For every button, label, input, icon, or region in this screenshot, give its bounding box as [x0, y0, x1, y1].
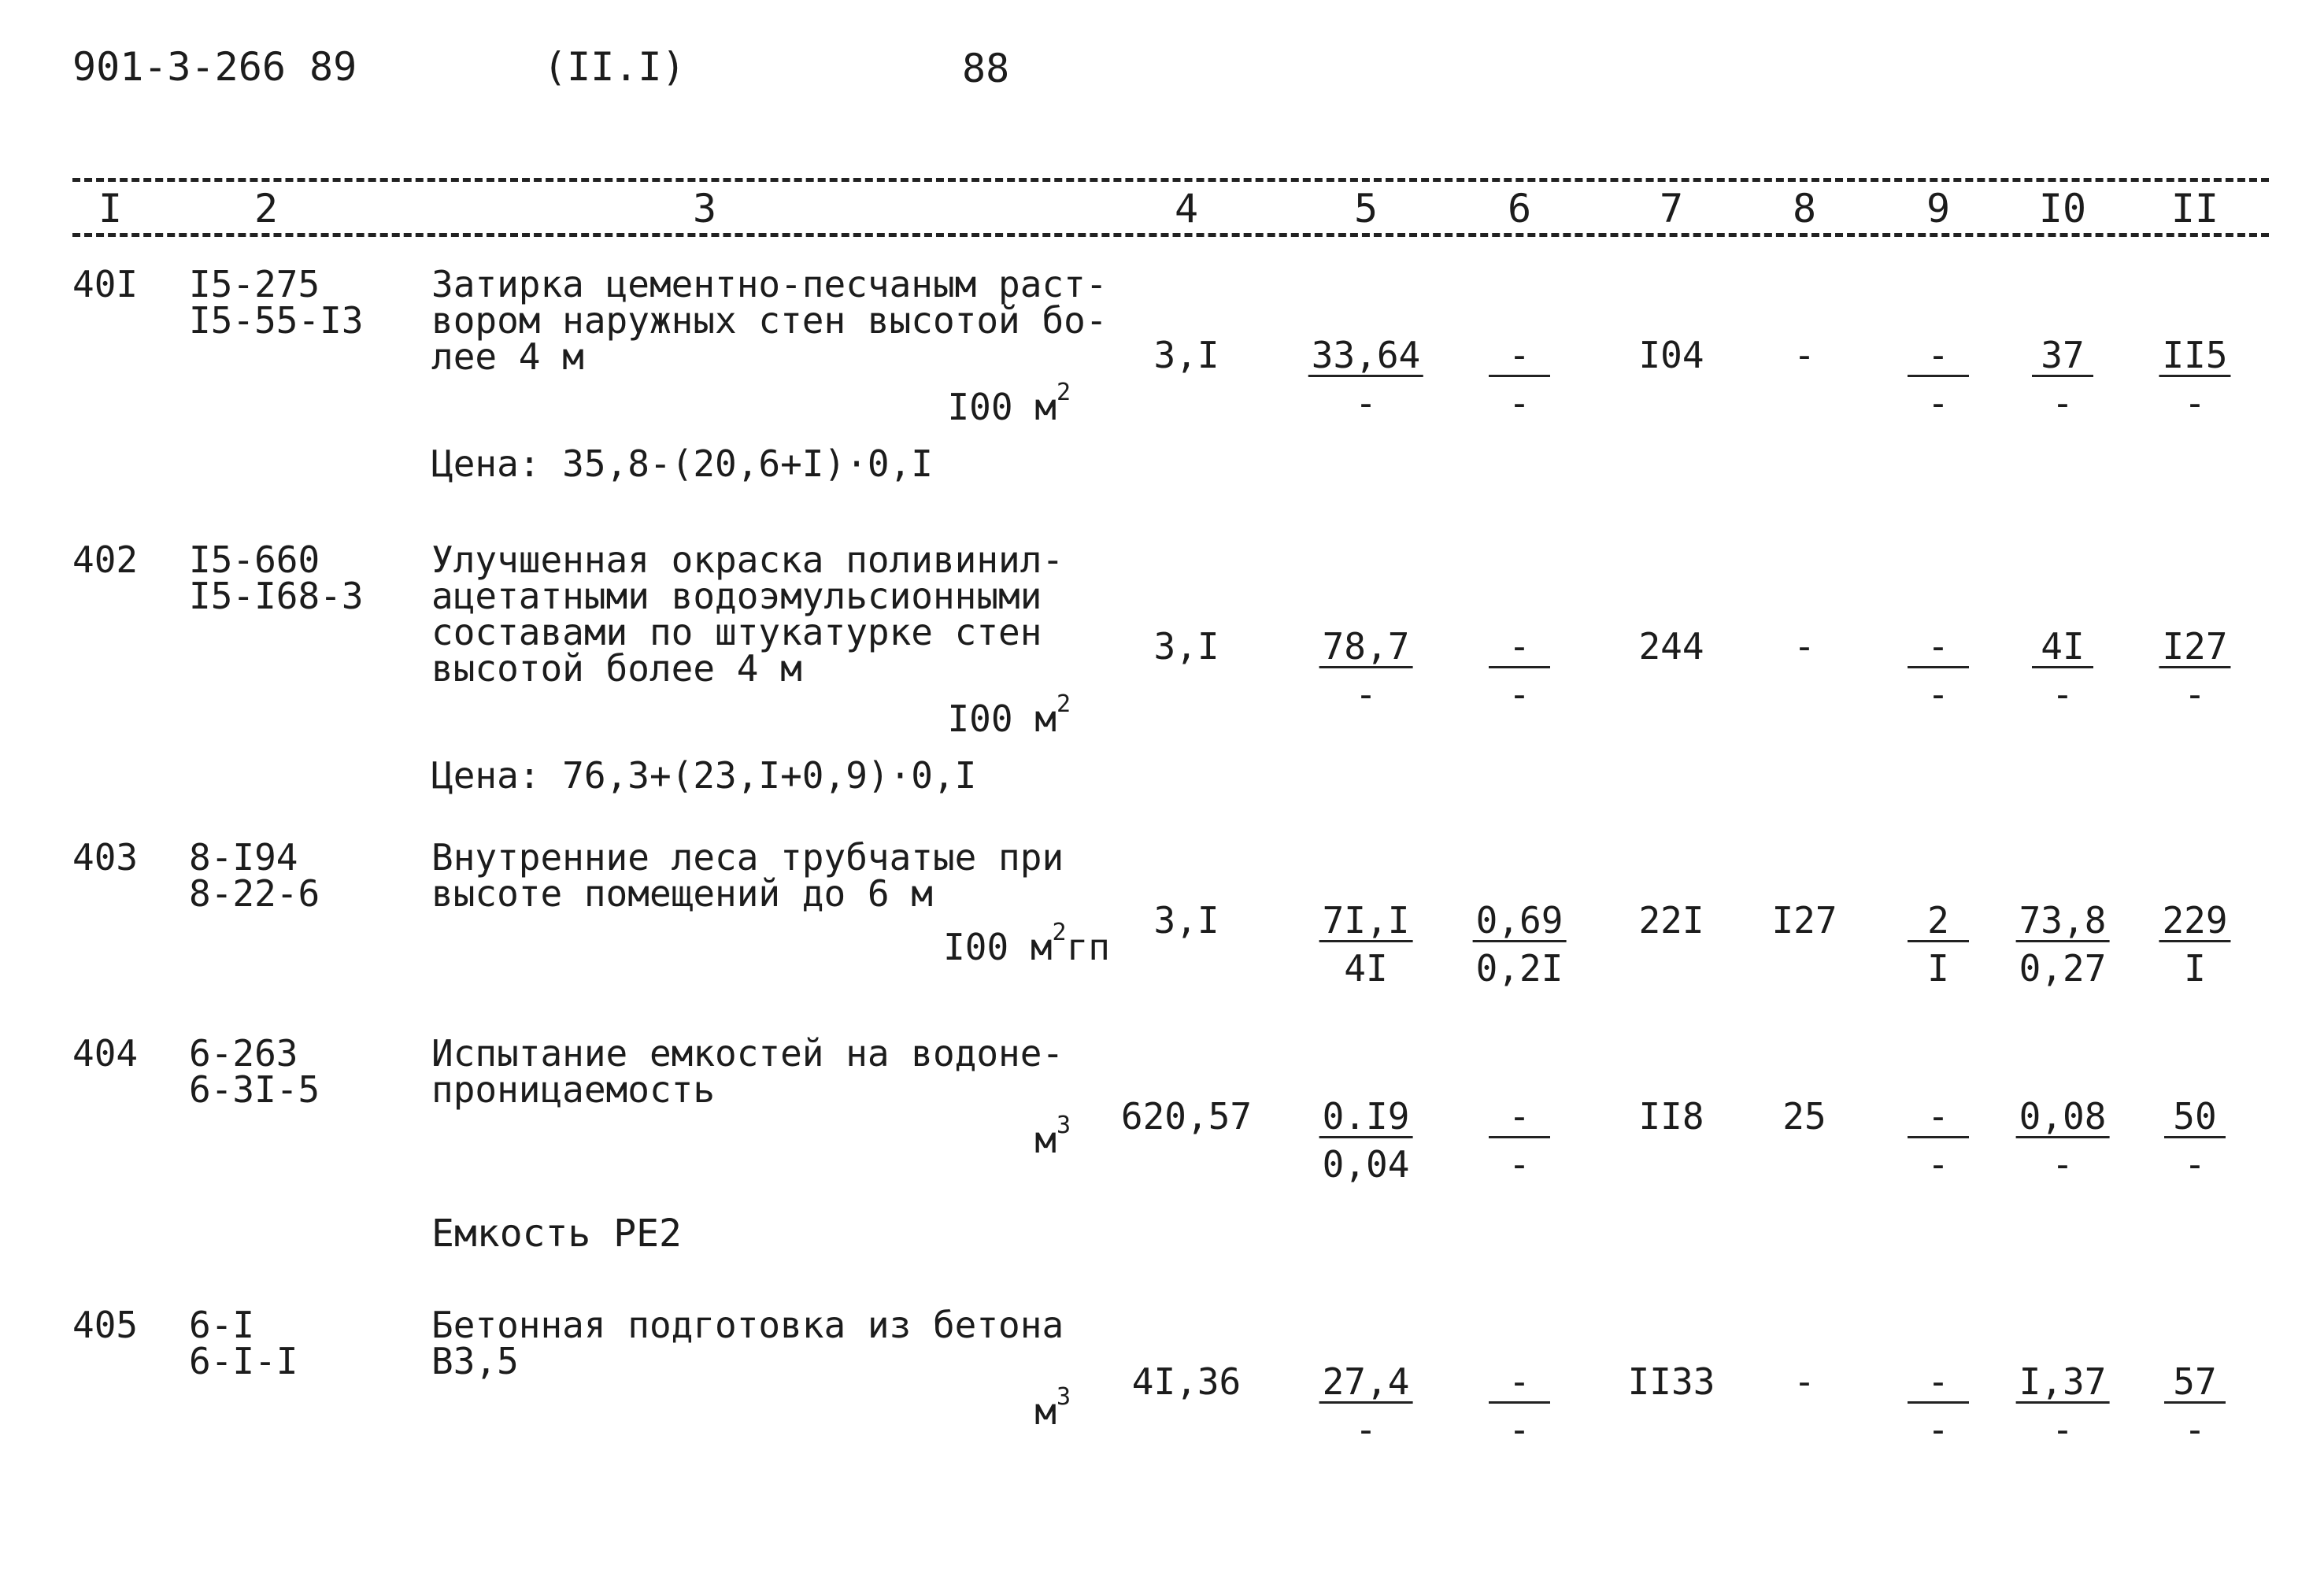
fraction-c10	[2016, 1360, 2110, 1451]
fraction-denominator: -	[1355, 673, 1377, 716]
work-description-line: лее 4 м	[431, 335, 584, 378]
column-header: 7	[1659, 186, 1684, 231]
work-description-line: Внутренние леса трубчатые при	[431, 836, 1064, 879]
unit-base: м	[1034, 1119, 1057, 1161]
norm-code: 6-I	[189, 1304, 255, 1346]
work-description-line: Испытание емкостей на водоне-	[431, 1032, 1064, 1075]
fraction-c9	[1908, 899, 1969, 990]
value-c8: -	[1793, 625, 1815, 668]
work-description-line: ацетатными водоэмульсионными	[431, 575, 1042, 617]
value-c4: 620,57	[1120, 1095, 1253, 1138]
fraction-numerator: -	[1489, 1098, 1550, 1138]
document-code: 901-3-266 89	[72, 44, 357, 90]
fraction-denominator: -	[2184, 382, 2206, 424]
unit-of-measure	[947, 690, 1071, 740]
fraction-c10	[2016, 1095, 2110, 1186]
work-description-line: Бетонная подготовка из бетона	[431, 1304, 1064, 1346]
value-c4: 3,I	[1153, 899, 1219, 942]
column-header: I	[98, 186, 123, 231]
fraction-numerator: 229	[2159, 902, 2230, 942]
fraction-numerator: 78,7	[1319, 628, 1413, 668]
unit-base: м	[1034, 1390, 1057, 1433]
fraction-numerator: I27	[2159, 628, 2230, 668]
unit-exponent: 2	[1052, 919, 1067, 946]
fraction-c10	[2032, 334, 2093, 424]
norm-code: 8-22-6	[189, 872, 320, 915]
row-number: 404	[72, 1032, 139, 1075]
section-code: (II.I)	[543, 44, 686, 90]
fraction-c5	[1319, 625, 1413, 716]
fraction-numerator: 0,08	[2016, 1098, 2110, 1138]
fraction-denominator: -	[1927, 382, 1949, 424]
fraction-numerator: 50	[2164, 1098, 2226, 1138]
column-header: 8	[1792, 186, 1817, 231]
fraction-denominator: -	[2052, 673, 2074, 716]
column-header: 5	[1353, 186, 1378, 231]
fraction-c6	[1489, 334, 1550, 424]
unit-base: I00 м	[943, 926, 1053, 968]
unit-of-measure	[1034, 1112, 1071, 1161]
unit-exponent: 3	[1056, 1383, 1071, 1411]
fraction-numerator: 4I	[2032, 628, 2093, 668]
fraction-numerator: -	[1908, 1364, 1969, 1404]
fraction-c6	[1489, 625, 1550, 716]
table-top-rule	[72, 178, 2269, 182]
value-c4: 3,I	[1153, 625, 1219, 668]
fraction-numerator: 37	[2032, 337, 2093, 377]
fraction-c9	[1908, 625, 1969, 716]
fraction-denominator: 0,27	[2019, 947, 2107, 990]
fraction-denominator: I	[2184, 947, 2206, 990]
value-c8: -	[1793, 1360, 1815, 1403]
fraction-denominator: 4I	[1344, 947, 1388, 990]
column-header: I0	[2038, 186, 2087, 231]
fraction-numerator: -	[1489, 628, 1550, 668]
table-header-rule	[72, 233, 2269, 237]
fraction-c9	[1908, 1095, 1969, 1186]
fraction-c11	[2159, 334, 2230, 424]
value-c7: II33	[1627, 1360, 1715, 1403]
fraction-numerator: -	[1908, 628, 1969, 668]
fraction-c11	[2164, 1095, 2226, 1186]
fraction-numerator: -	[1908, 337, 1969, 377]
fraction-c6	[1489, 1360, 1550, 1451]
column-header: II	[2170, 186, 2219, 231]
value-c7: 244	[1638, 625, 1704, 668]
value-c7: II8	[1638, 1095, 1704, 1138]
column-header: 2	[253, 186, 279, 231]
fraction-numerator: 7I,I	[1319, 902, 1413, 942]
fraction-denominator: -	[1508, 673, 1530, 716]
column-header: 3	[692, 186, 717, 231]
work-description-line: Затирка цементно-песчаным раст-	[431, 263, 1108, 305]
price-formula: Цена: 35,8-(20,6+I)·0,I	[431, 442, 933, 485]
value-c4: 3,I	[1153, 334, 1219, 376]
fraction-denominator: -	[1355, 1408, 1377, 1451]
fraction-c11	[2164, 1360, 2226, 1451]
fraction-c5	[1319, 1095, 1413, 1186]
unit-exponent: 2	[1056, 690, 1071, 718]
fraction-numerator: 0.I9	[1319, 1098, 1413, 1138]
value-c8: -	[1793, 334, 1815, 376]
fraction-c5	[1319, 1360, 1413, 1451]
fraction-denominator: -	[2184, 673, 2206, 716]
fraction-numerator: 57	[2164, 1364, 2226, 1404]
norm-code: I5-I68-3	[189, 575, 364, 617]
norm-code: 6-3I-5	[189, 1068, 320, 1111]
unit-base: I00 м	[947, 697, 1057, 740]
fraction-c10	[2032, 625, 2093, 716]
value-c8: I27	[1771, 899, 1837, 942]
fraction-denominator: I	[1927, 947, 1949, 990]
value-c4: 4I,36	[1131, 1360, 1242, 1403]
fraction-numerator: 33,64	[1308, 337, 1423, 377]
norm-code: 8-I94	[189, 836, 298, 879]
price-formula: Цена: 76,3+(23,I+0,9)·0,I	[431, 754, 977, 797]
unit-exponent: 2	[1056, 379, 1071, 406]
row-number: 40I	[72, 263, 139, 305]
work-description-line: Улучшенная окраска поливинил-	[431, 538, 1064, 581]
value-c7: I04	[1638, 334, 1704, 376]
unit-of-measure	[947, 379, 1071, 428]
column-header: 6	[1507, 186, 1532, 231]
unit-exponent: 3	[1056, 1112, 1071, 1139]
norm-code: I5-275	[189, 263, 320, 305]
fraction-denominator: -	[1355, 382, 1377, 424]
norm-code: I5-55-I3	[189, 299, 364, 342]
fraction-numerator: 2	[1908, 902, 1969, 942]
fraction-c10	[2016, 899, 2110, 990]
fraction-denominator: -	[2052, 1408, 2074, 1451]
fraction-denominator: -	[1508, 1143, 1530, 1186]
norm-code: 6-I-I	[189, 1340, 298, 1382]
work-description-line: В3,5	[431, 1340, 519, 1382]
fraction-numerator: -	[1908, 1098, 1969, 1138]
fraction-denominator: -	[2052, 1143, 2074, 1186]
fraction-numerator: I,37	[2016, 1364, 2110, 1404]
section-heading: Емкость РЕ2	[431, 1212, 682, 1256]
fraction-c11	[2159, 899, 2230, 990]
fraction-numerator: 27,4	[1319, 1364, 1413, 1404]
fraction-denominator: 0,2I	[1475, 947, 1564, 990]
fraction-numerator: -	[1489, 337, 1550, 377]
unit-of-measure	[1034, 1383, 1071, 1433]
fraction-denominator: -	[1927, 1408, 1949, 1451]
fraction-c6	[1473, 899, 1567, 990]
fraction-denominator: -	[1927, 1143, 1949, 1186]
fraction-numerator: 0,69	[1473, 902, 1567, 942]
unit-of-measure	[943, 919, 1110, 968]
fraction-c9	[1908, 1360, 1969, 1451]
work-description-line: составами по штукатурке стен	[431, 611, 1042, 653]
fraction-denominator: -	[2052, 382, 2074, 424]
row-number: 405	[72, 1304, 139, 1346]
fraction-numerator: II5	[2159, 337, 2230, 377]
fraction-denominator: -	[2184, 1143, 2206, 1186]
unit-suffix: гп	[1066, 926, 1110, 968]
fraction-denominator: -	[1508, 1408, 1530, 1451]
norm-code: I5-660	[189, 538, 320, 581]
fraction-denominator: -	[2184, 1408, 2206, 1451]
work-description-line: вором наружных стен высотой бо-	[431, 299, 1108, 342]
fraction-c9	[1908, 334, 1969, 424]
row-number: 402	[72, 538, 139, 581]
fraction-denominator: -	[1508, 382, 1530, 424]
value-c8: 25	[1782, 1095, 1826, 1138]
fraction-c6	[1489, 1095, 1550, 1186]
fraction-denominator: -	[1927, 673, 1949, 716]
column-header: 4	[1174, 186, 1199, 231]
work-description-line: высоте помещений до 6 м	[431, 872, 933, 915]
fraction-c11	[2159, 625, 2230, 716]
fraction-denominator: 0,04	[1322, 1143, 1410, 1186]
norm-code: 6-263	[189, 1032, 298, 1075]
column-header: 9	[1926, 186, 1951, 231]
unit-base: I00 м	[947, 386, 1057, 428]
page-number: 88	[962, 46, 1010, 91]
fraction-c5	[1319, 899, 1413, 990]
fraction-numerator: 73,8	[2016, 902, 2110, 942]
work-description-line: высотой более 4 м	[431, 647, 802, 690]
row-number: 403	[72, 836, 139, 879]
work-description-line: проницаемость	[431, 1068, 716, 1111]
fraction-numerator: -	[1489, 1364, 1550, 1404]
value-c7: 22I	[1638, 899, 1704, 942]
fraction-c5	[1308, 334, 1423, 424]
